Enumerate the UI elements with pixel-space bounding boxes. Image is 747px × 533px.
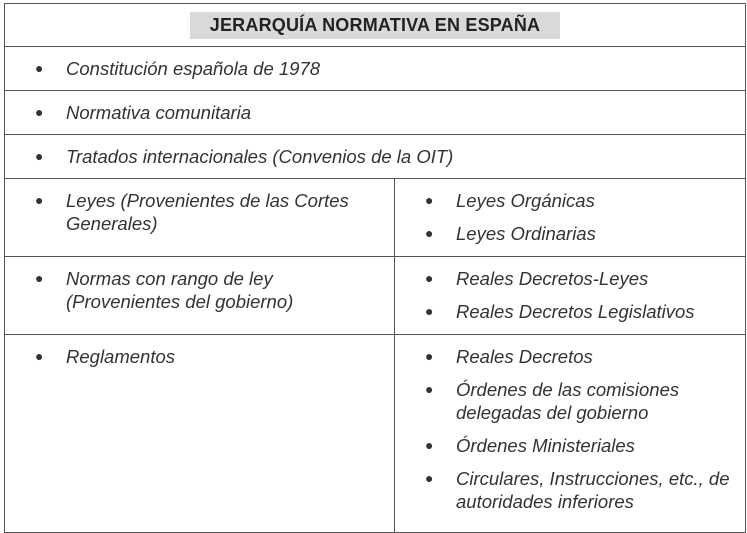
list-item <box>425 467 735 513</box>
cell <box>5 91 745 134</box>
bullet-icon: ● <box>425 225 434 241</box>
item-text: Normativa comunitaria <box>66 102 252 123</box>
table-row <box>5 91 745 135</box>
bullet-icon: ● <box>425 192 434 208</box>
table-row <box>5 47 745 91</box>
hierarchy-table <box>4 3 746 533</box>
item-text: Normas con rango de ley (Provenientes del gobierno) <box>66 268 294 312</box>
list-item <box>425 222 735 245</box>
bullet-icon: ● <box>35 270 44 286</box>
cell-right <box>395 257 745 334</box>
cell <box>5 135 745 178</box>
list-item <box>35 345 384 368</box>
cell-left <box>5 335 395 532</box>
cell <box>5 47 745 90</box>
item-text: Leyes Orgánicas <box>456 190 595 211</box>
table-row <box>5 257 745 335</box>
bullet-icon: ● <box>35 104 44 120</box>
title-row <box>5 4 745 47</box>
list-item <box>35 57 735 80</box>
list-item <box>425 300 735 323</box>
item-text: Tratados internacionales (Convenios de la OIT) <box>66 146 454 167</box>
bullet-icon: ● <box>425 270 434 286</box>
item-text: Órdenes Ministeriales <box>456 435 635 456</box>
cell-left <box>5 257 395 334</box>
bullet-icon: ● <box>35 348 44 364</box>
item-text: Órdenes de las comisiones delegadas del gobierno <box>456 379 680 423</box>
cell-right <box>395 335 745 532</box>
bullet-icon: ● <box>35 148 44 164</box>
table-title: JERARQUÍA NORMATIVA EN ESPAÑA <box>190 12 561 39</box>
table-row <box>5 335 745 533</box>
cell-left <box>5 179 395 256</box>
bullet-icon: ● <box>425 381 434 397</box>
list-item <box>35 189 384 235</box>
list-item <box>425 378 735 424</box>
item-text: Circulares, Instrucciones, etc., de autoridades inferiores <box>456 468 730 512</box>
item-text: Reales Decretos Legislativos <box>456 301 695 322</box>
list-item <box>425 189 735 212</box>
bullet-icon: ● <box>425 437 434 453</box>
cell-right <box>395 179 745 256</box>
bullet-icon: ● <box>35 192 44 208</box>
item-text: Reales Decretos-Leyes <box>456 268 649 289</box>
item-text: Leyes (Provenientes de las Cortes Generales) <box>66 190 349 234</box>
item-text: Leyes Ordinarias <box>456 223 596 244</box>
list-item <box>35 101 735 124</box>
list-item <box>425 267 735 290</box>
bullet-icon: ● <box>425 303 434 319</box>
list-item <box>425 434 735 457</box>
table-row <box>5 135 745 179</box>
list-item <box>35 145 735 168</box>
table-row <box>5 179 745 257</box>
bullet-icon: ● <box>425 470 434 486</box>
bullet-icon: ● <box>35 60 44 76</box>
item-text: Constitución española de 1978 <box>66 58 321 79</box>
item-text: Reglamentos <box>66 346 176 367</box>
bullet-icon: ● <box>425 348 434 364</box>
item-text: Reales Decretos <box>456 346 593 367</box>
list-item <box>425 345 735 368</box>
list-item <box>35 267 384 313</box>
